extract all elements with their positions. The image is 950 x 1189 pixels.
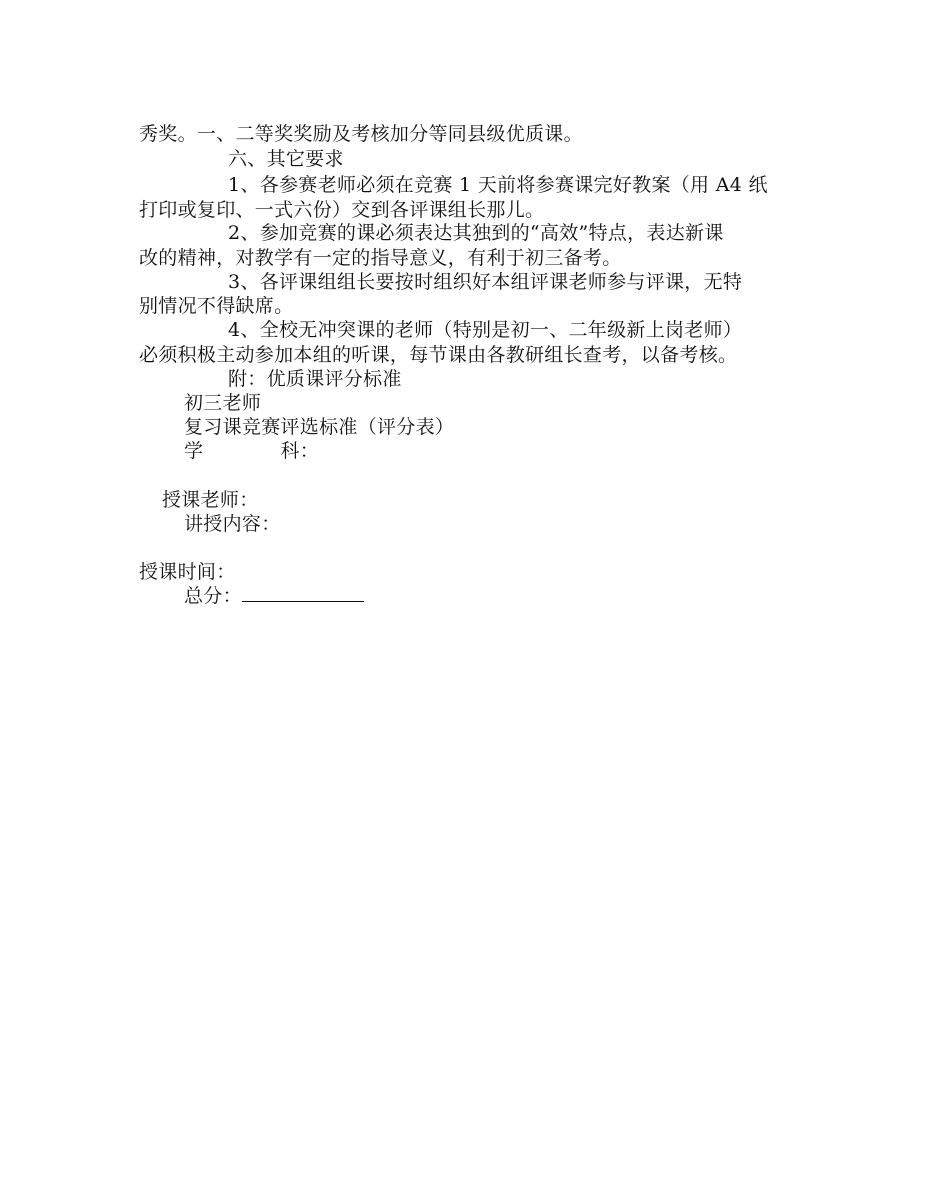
- paragraph-line: 别情况不得缺席。: [139, 295, 294, 317]
- time-label: 授课时间：: [139, 561, 236, 583]
- paragraph-line: 3、各评课组组长要按时组织好本组评课老师参与评课，无特: [228, 271, 743, 293]
- total-score-blank: [242, 585, 364, 602]
- section-heading: 六、其它要求: [228, 148, 344, 170]
- total-label: 总分：: [184, 585, 242, 607]
- paragraph-line: 4、全校无冲突课的老师（特别是初一、二年级新上岗老师）: [228, 319, 743, 341]
- content-label: 讲授内容：: [184, 513, 281, 535]
- total-score-row: [184, 584, 364, 608]
- teacher-label: 授课老师：: [162, 489, 259, 511]
- appendix-heading: 附：优质课评分标准: [228, 368, 402, 390]
- subject-label: 学 科：: [184, 440, 320, 462]
- paragraph-line: 1、各参赛老师必须在竞赛 1 天前将参赛课完好教案（用 A4 纸: [228, 174, 768, 196]
- form-title: 复习课竞赛评选标准（评分表）: [184, 416, 455, 438]
- paragraph-line: 必须积极主动参加本组的听课，每节课由各教研组长查考，以备考核。: [139, 344, 738, 366]
- paragraph-line: 打印或复印、一式六份）交到各评课组长那儿。: [139, 199, 545, 221]
- paragraph-line: 改的精神，对教学有一定的指导意义，有利于初三备考。: [139, 247, 622, 269]
- form-grade: 初三老师: [184, 392, 262, 414]
- paragraph-line: 2、参加竞赛的课必须表达其独到的“高效”特点，表达新课: [228, 222, 724, 244]
- paragraph-line: 秀奖。一、二等奖奖励及考核加分等同县级优质课。: [139, 123, 583, 145]
